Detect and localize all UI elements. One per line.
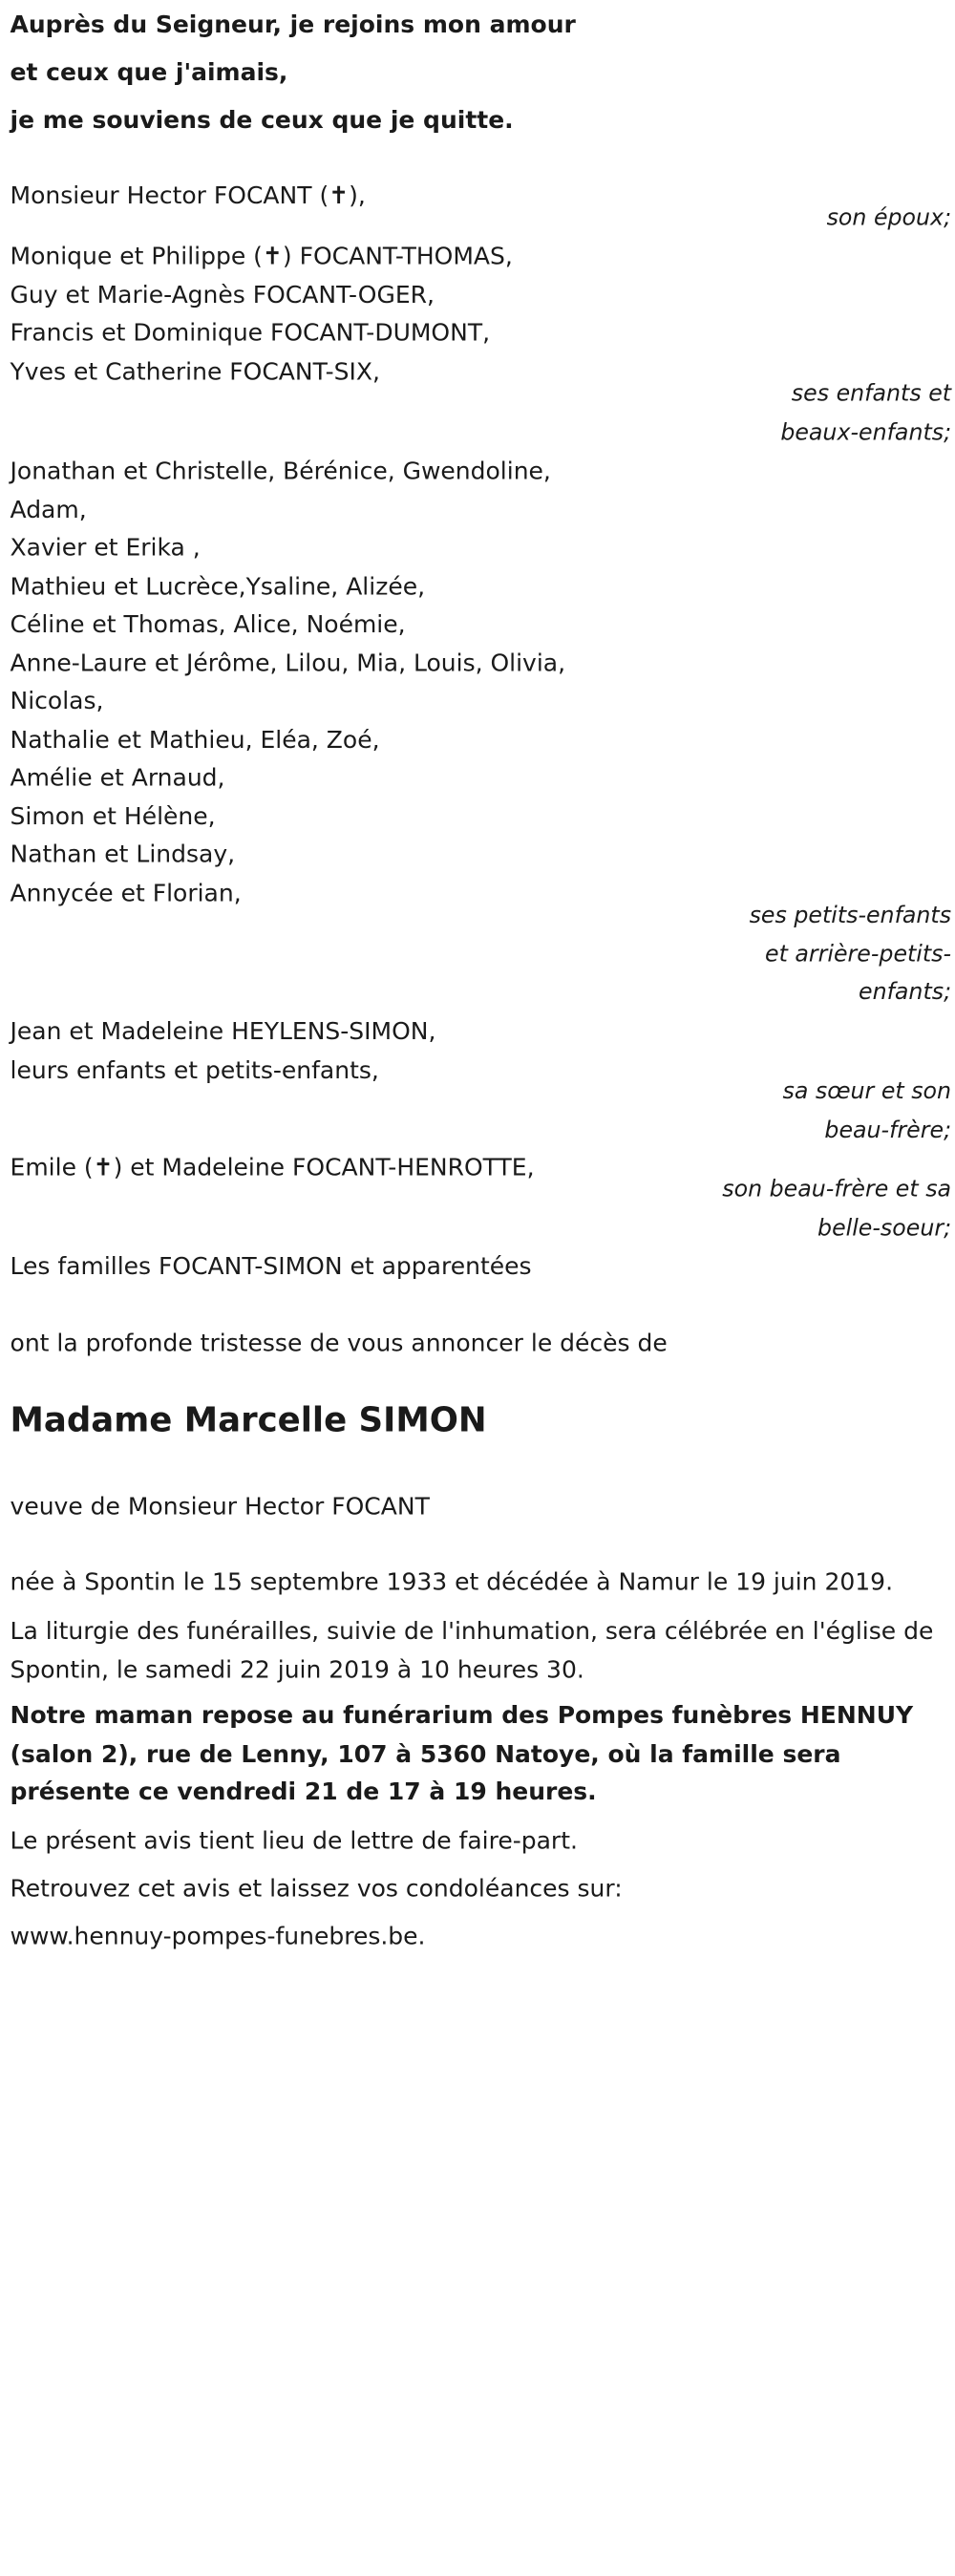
- in-laws-role-line: son beau-frère et sa: [722, 1176, 952, 1203]
- grandchildren-role-line: ses petits-enfants: [749, 902, 952, 929]
- grandchild-line: Simon et Hélène,: [10, 802, 216, 831]
- grandchild-line: Jonathan et Christelle, Bérénice, Gwendoline,: [10, 457, 551, 485]
- sister-role-line: beau-frère;: [824, 1117, 952, 1143]
- quote-line-3: je me souviens de ceux que je quitte.: [10, 106, 514, 135]
- funerarium-text: Notre maman repose au funérarium des Pompes funèbres HENNUY (salon 2), rue de Lenny, 107 à 5360 Natoye, où la famille sera présente ce vendredi 21 de 17 à 19 heures.: [10, 1701, 914, 1806]
- deceased-name: Madame Marcelle SIMON: [10, 1401, 487, 1440]
- grandchild-line: Adam,: [10, 496, 87, 524]
- spouse-role: son époux;: [826, 204, 952, 232]
- children-role-line: beaux-enfants;: [780, 418, 952, 446]
- website-text: www.hennuy-pompes-funebres.be.: [10, 1923, 426, 1951]
- in-laws-name: Emile (✝) et Madeleine FOCANT-HENROTTE,: [10, 1153, 535, 1182]
- announcement-text: ont la profonde tristesse de vous annoncer le décès de: [10, 1330, 668, 1358]
- grandchild-line: Nathan et Lindsay,: [10, 841, 236, 869]
- liturgy-text: La liturgie des funérailles, suivie de l'inhumation, sera célébrée en l'église de Spontin, le samedi 22 juin 2019 à 10 heures 30.: [10, 1617, 934, 1685]
- sister-role-line: sa sœur et son: [782, 1077, 952, 1105]
- grandchild-line: Mathieu et Lucrèce,Ysaline, Alizée,: [10, 572, 426, 601]
- child-line: Francis et Dominique FOCANT-DUMONT,: [10, 319, 491, 348]
- child-line: Yves et Catherine FOCANT-SIX,: [10, 357, 380, 386]
- birth-death-dates: née à Spontin le 15 septembre 1933 et décédée à Namur le 19 juin 2019.: [10, 1568, 894, 1597]
- families-line: Les familles FOCANT-SIMON et apparentées: [10, 1252, 532, 1281]
- grandchild-line: Nicolas,: [10, 687, 104, 715]
- grandchild-line: Céline et Thomas, Alice, Noémie,: [10, 610, 406, 639]
- grandchild-line: Annycée et Florian,: [10, 879, 242, 907]
- children-role-line: ses enfants et: [791, 380, 952, 408]
- widow-of-text: veuve de Monsieur Hector FOCANT: [10, 1493, 430, 1522]
- grandchild-line: Anne-Laure et Jérôme, Lilou, Mia, Louis, Olivia,: [10, 649, 566, 677]
- sister-line: Jean et Madeleine HEYLENS-SIMON,: [10, 1017, 436, 1046]
- grandchild-line: Amélie et Arnaud,: [10, 764, 225, 792]
- quote-line-2: et ceux que j'aimais,: [10, 58, 288, 87]
- grandchildren-role-line: enfants;: [858, 979, 952, 1006]
- child-line: Guy et Marie-Agnès FOCANT-OGER,: [10, 281, 435, 309]
- grandchild-line: Nathalie et Mathieu, Eléa, Zoé,: [10, 725, 380, 754]
- quote-line-1: Auprès du Seigneur, je rejoins mon amour: [10, 11, 576, 39]
- condolences-text: Retrouvez cet avis et laissez vos condoléances sur:: [10, 1875, 623, 1904]
- in-laws-role-line: belle-soeur;: [817, 1214, 952, 1242]
- grandchild-line: Xavier et Erika ,: [10, 534, 201, 563]
- child-line: Monique et Philippe (✝) FOCANT-THOMAS,: [10, 242, 513, 270]
- notice-text: Le présent avis tient lieu de lettre de faire-part.: [10, 1827, 578, 1856]
- spouse-name: Monsieur Hector FOCANT (✝),: [10, 181, 366, 210]
- sister-line: leurs enfants et petits-enfants,: [10, 1055, 379, 1084]
- grandchildren-role-line: et arrière-petits-: [765, 940, 952, 968]
